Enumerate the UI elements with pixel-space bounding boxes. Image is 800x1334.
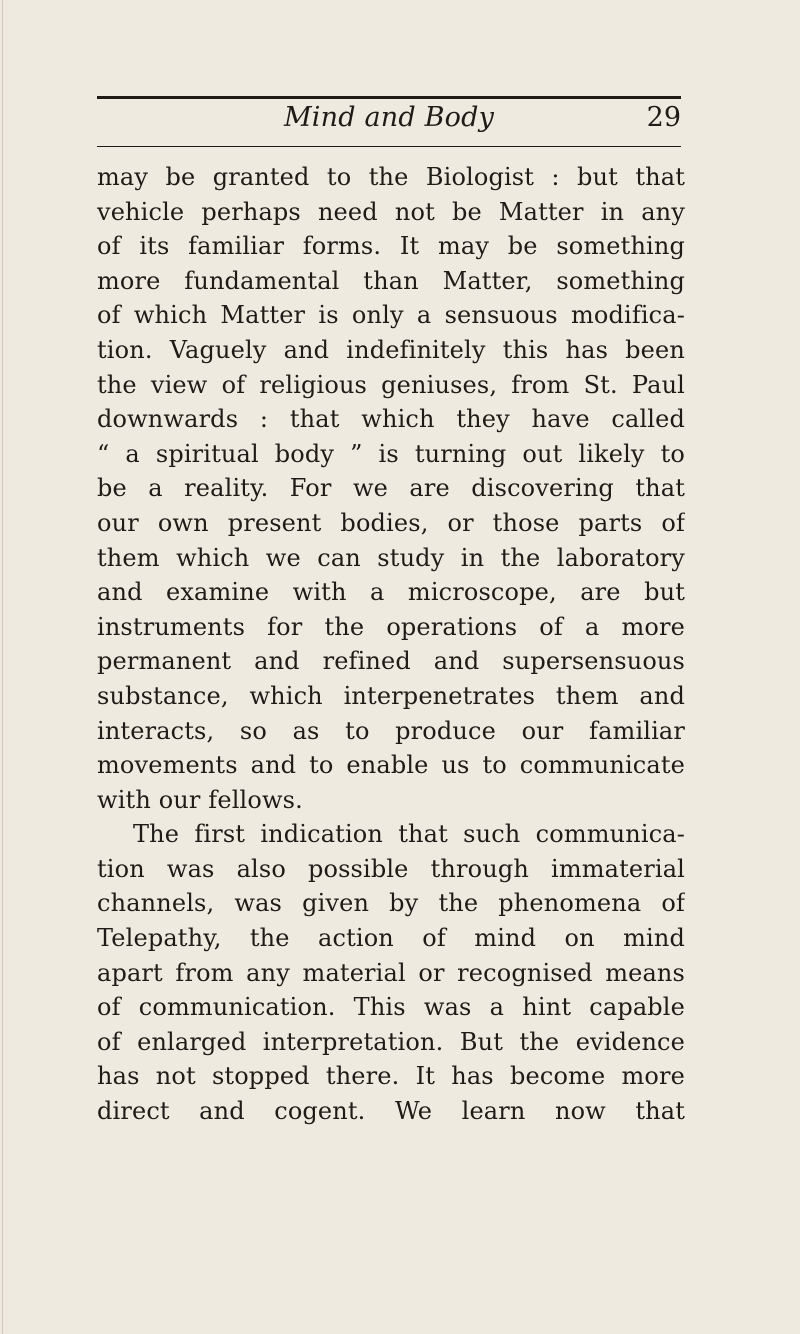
text-line: Telepathy, the action of mind on mind bbox=[97, 924, 685, 953]
text-line: of its familiar forms. It may be something bbox=[97, 232, 685, 261]
text-line: be a reality. For we are discovering that bbox=[97, 474, 685, 503]
text-line: tion was also possible through immaterial bbox=[97, 854, 685, 883]
body-text bbox=[97, 160, 685, 1129]
paragraph-end-line: with our fellows. bbox=[97, 785, 303, 814]
text-line: vehicle perhaps need not be Matter in any bbox=[97, 197, 685, 226]
text-line: interacts, so as to produce our familiar bbox=[97, 716, 685, 745]
page-number: 29 bbox=[646, 102, 681, 133]
text-line: “ a spiritual body ” is turning out likely to bbox=[97, 439, 685, 468]
text-line: of communication. This was a hint capable bbox=[97, 993, 685, 1022]
text-line: more fundamental than Matter, something bbox=[97, 266, 685, 295]
text-line: may be granted to the Biologist : but that bbox=[97, 163, 685, 191]
text-line: of which Matter is only a sensuous modifica- bbox=[97, 301, 685, 330]
header-bottom-rule bbox=[97, 146, 681, 147]
header-top-rule bbox=[97, 96, 681, 99]
text-line: movements and to enable us to communicate bbox=[97, 751, 685, 780]
text-line: downwards : that which they have called bbox=[97, 405, 685, 434]
running-title: Mind and Body bbox=[283, 102, 495, 133]
paragraph-start-line: The first indication that such communica- bbox=[133, 820, 685, 849]
text-line: channels, was given by the phenomena of bbox=[97, 889, 685, 918]
page-edge-line bbox=[2, 0, 3, 1334]
text-line: has not stopped there. It has become more bbox=[97, 1062, 685, 1091]
text-line: instruments for the operations of a more bbox=[97, 612, 685, 641]
text-line: them which we can study in the laboratory bbox=[97, 543, 685, 572]
text-line: of enlarged interpretation. But the evidence bbox=[97, 1027, 685, 1056]
text-line: and examine with a microscope, are but bbox=[97, 578, 685, 607]
text-line: substance, which interpenetrates them and bbox=[97, 681, 685, 710]
text-line: direct and cogent. We learn now that bbox=[97, 1097, 685, 1126]
text-line: permanent and refined and supersensuous bbox=[97, 647, 685, 676]
text-line: tion. Vaguely and indefinitely this has been bbox=[97, 335, 685, 364]
running-header bbox=[97, 100, 681, 148]
text-line: apart from any material or recognised means bbox=[97, 958, 685, 987]
text-line: our own present bodies, or those parts of bbox=[97, 508, 685, 537]
text-line: the view of religious geniuses, from St. Paul bbox=[97, 370, 685, 399]
